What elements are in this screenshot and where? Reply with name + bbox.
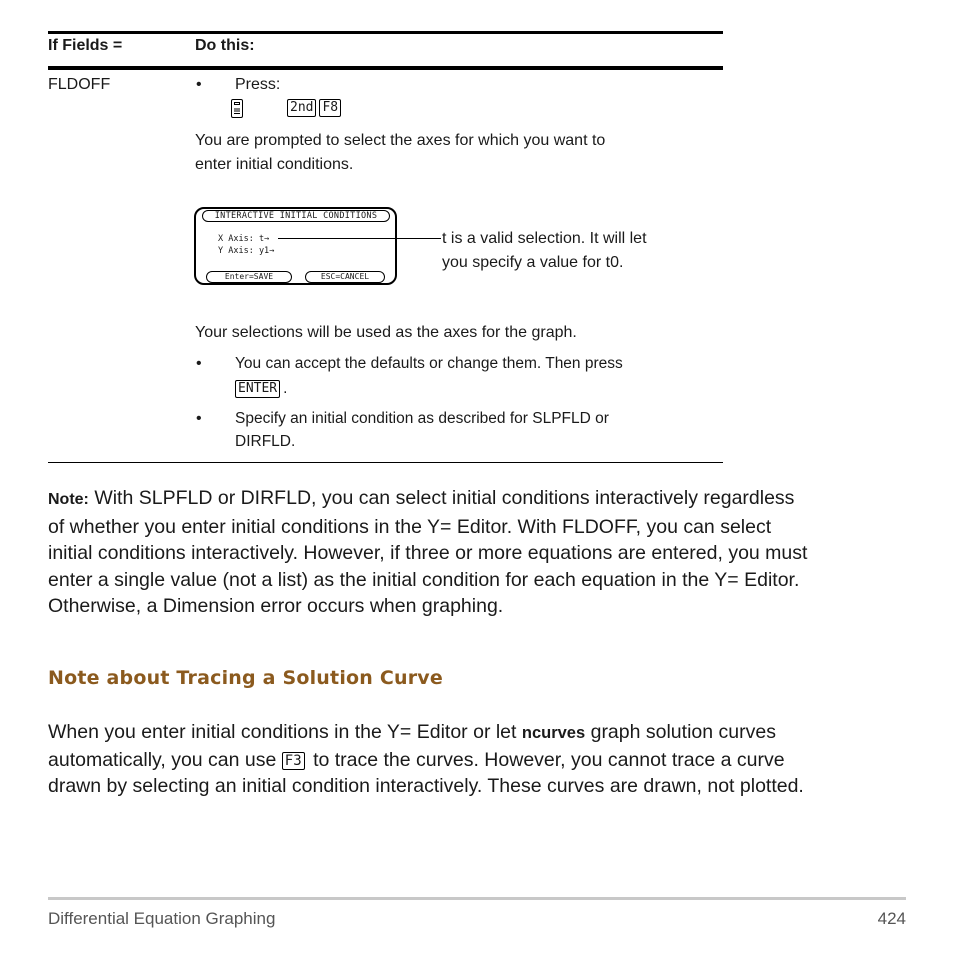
key-f3: F3	[282, 752, 305, 770]
key-enter: ENTER	[235, 380, 280, 398]
bullet1-line-2	[235, 377, 287, 400]
key-sequence	[287, 99, 344, 117]
calculator-screen	[194, 207, 397, 285]
footer-rule	[48, 897, 906, 900]
section-heading: Note about Tracing a Solution Curve	[48, 667, 443, 689]
section-line-3: drawn by selecting an initial condition interactively. These curves are drawn, not plotted.	[48, 775, 804, 797]
table-top-rule	[48, 31, 723, 34]
note-label: Note:	[48, 491, 89, 508]
note-line-2: of whether you enter initial conditions in the Y= Editor. With FLDOFF, you can select	[48, 515, 772, 538]
section-line-2: automatically, you can use F3 to trace the curves. However, you cannot trace a curve	[48, 748, 785, 771]
screen-x-axis: X Axis: t→	[218, 234, 270, 244]
selections-text: Your selections will be used as the axes for the graph.	[195, 324, 577, 341]
page-number: 424	[877, 909, 906, 928]
prompt-line-2: enter initial conditions.	[195, 156, 354, 173]
col-header-do-this: Do this:	[195, 37, 255, 54]
bullet-marker: •	[196, 76, 202, 93]
table-header-rule	[48, 66, 723, 70]
note-line-4: enter a single value (not a list) as the initial condition for each equation in the Y= Editor.	[48, 568, 800, 591]
section-line-1: When you enter initial conditions in the Y= Editor or let ncurves graph solution curves	[48, 721, 776, 743]
note-line-5: Otherwise, a Dimension error occurs when graphing.	[48, 595, 504, 617]
bullet-marker: •	[196, 355, 202, 372]
bullet2-line-2: DIRFLD.	[235, 433, 296, 450]
bullet-marker: •	[196, 410, 202, 427]
note-paragraph	[48, 485, 918, 620]
row-field-fldoff: FLDOFF	[48, 76, 111, 93]
callout-line-2: you specify a value for t0.	[442, 254, 624, 271]
prompt-line-1: You are prompted to select the axes for which you want to	[195, 132, 606, 149]
bullet1-period: .	[283, 380, 288, 397]
key-f8: F8	[319, 99, 341, 117]
note-line-1: Note: With SLPFLD or DIRFLD, you can select initial conditions interactively regardless	[48, 487, 795, 509]
callout-line-1: t is a valid selection. It will let	[442, 230, 647, 247]
screen-y-axis: Y Axis: y1→	[218, 246, 275, 256]
screen-title: INTERACTIVE INITIAL CONDITIONS	[202, 210, 390, 222]
bullet2-line-1: Specify an initial condition as described for SLPFLD or	[235, 410, 609, 427]
key-2nd: 2nd	[287, 99, 316, 117]
table-bottom-rule	[48, 462, 723, 463]
screen-enter-save-button: Enter=SAVE	[206, 271, 292, 283]
section-paragraph	[48, 719, 918, 800]
note-line-3: initial conditions interactively. However, if three or more equations are entered, you must	[48, 542, 808, 564]
press-label: Press:	[235, 76, 281, 93]
col-header-if-fields: If Fields =	[48, 37, 123, 54]
bullet1-line-1: You can accept the defaults or change them. Then press	[235, 355, 623, 372]
footer-title: Differential Equation Graphing	[48, 909, 276, 928]
screen-esc-cancel-button: ESC=CANCEL	[305, 271, 385, 283]
callout-leader-line	[278, 238, 441, 239]
calculator-keypad-icon	[231, 99, 243, 121]
ncurves-term: ncurves	[521, 724, 586, 742]
